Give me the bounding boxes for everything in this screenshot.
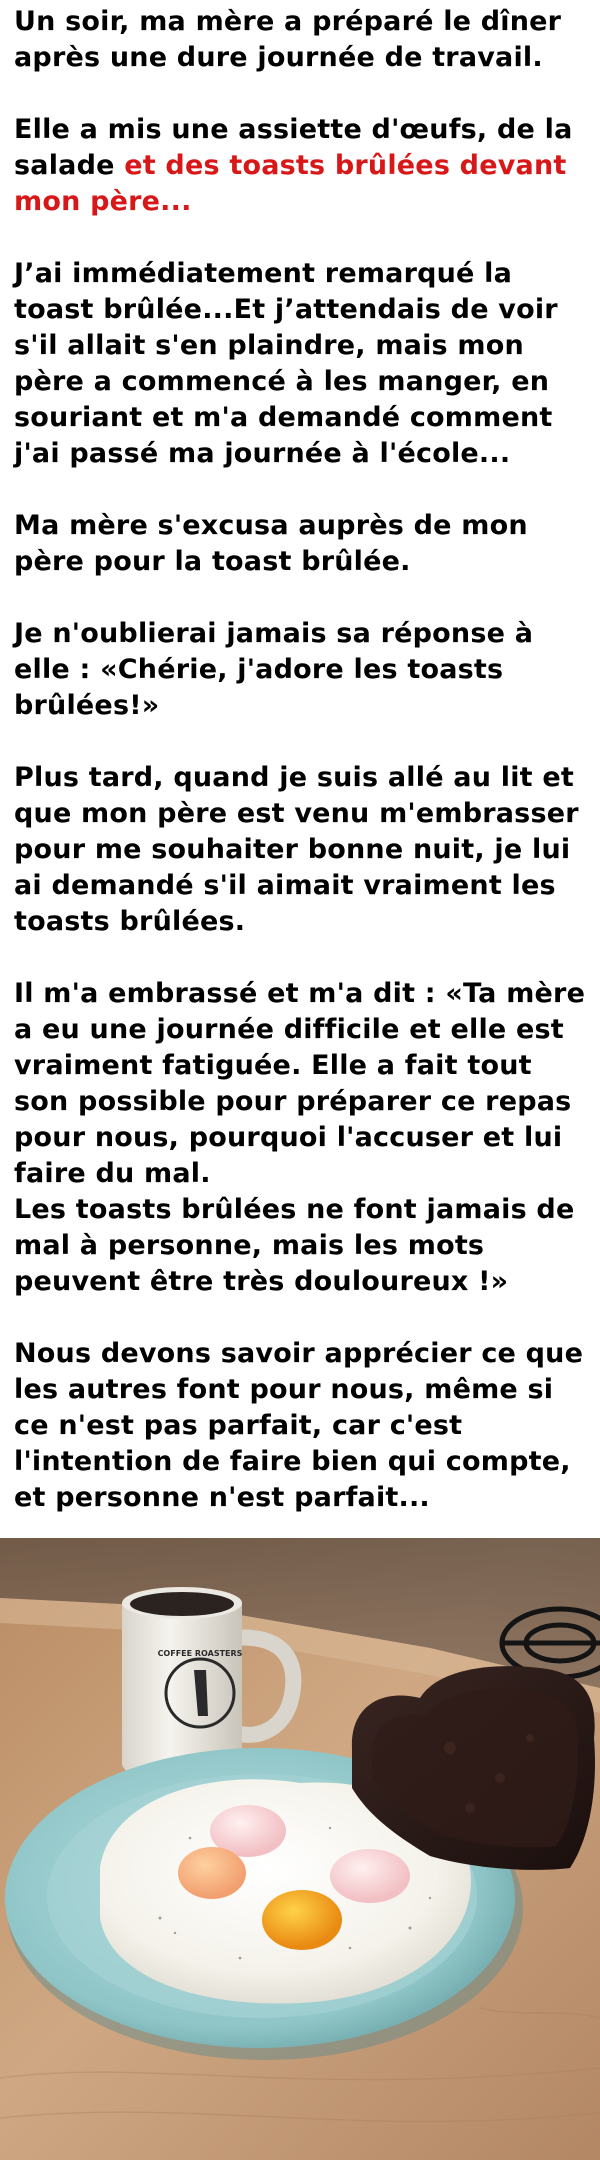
- paragraph-7-part-a: Il m'a embrassé et m'a dit : «Ta mère a eu une journée difficile et elle est vraiment fatiguée. Elle a fait tout son possible pour préparer ce repas pour nous, pourquoi l'accuser et lui faire du mal.: [14, 978, 586, 1189]
- paragraph-3: J’ai immédiatement remarqué la toast brûlée...Et j’attendais de voir s'il allait s'en plaindre, mais mon père a commencé à les manger, en souriant et m'a demandé comment j'ai passé ma journée à l'école...: [14, 258, 558, 469]
- mug-logo-text: COFFEE ROASTERS: [157, 1649, 243, 1658]
- paragraph-5: Je n'oublierai jamais sa réponse à elle : «Chérie, j'adore les toasts brûlées!»: [14, 618, 534, 721]
- paragraph-2-text: Elle a mis une assiette d'œufs, de la salade: [14, 114, 573, 181]
- paragraph-2: [14, 112, 590, 220]
- paragraph-1: Un soir, ma mère a préparé le dîner après une dure journée de travail.: [14, 6, 562, 73]
- egg-yolk-pink: [330, 1849, 410, 1903]
- paragraph-7-part-b: Les toasts brûlées ne font jamais de mal à personne, mais les mots peuvent être très douloureux !»: [14, 1194, 575, 1297]
- paragraph-6: Plus tard, quand je suis allé au lit et que mon père est venu m'embrasser pour me souhaiter bonne nuit, je lui ai demandé s'il aimait vraiment les toasts brûlées.: [14, 762, 579, 937]
- egg-yolk-peach: [178, 1847, 246, 1899]
- egg-yolk-orange: [262, 1890, 342, 1950]
- paragraph-8: Nous devons savoir apprécier ce que les autres font pour nous, même si ce n'est pas parfait, car c'est l'intention de faire bien qui compte, et personne n'est parfait...: [14, 1338, 584, 1513]
- breakfast-photo: [0, 1538, 600, 2160]
- paragraph-4: Ma mère s'excusa auprès de mon père pour la toast brûlée.: [14, 510, 528, 577]
- paragraph-7: [14, 976, 590, 1300]
- highlighted-text: et des toasts brûlées devant mon père...: [14, 150, 567, 217]
